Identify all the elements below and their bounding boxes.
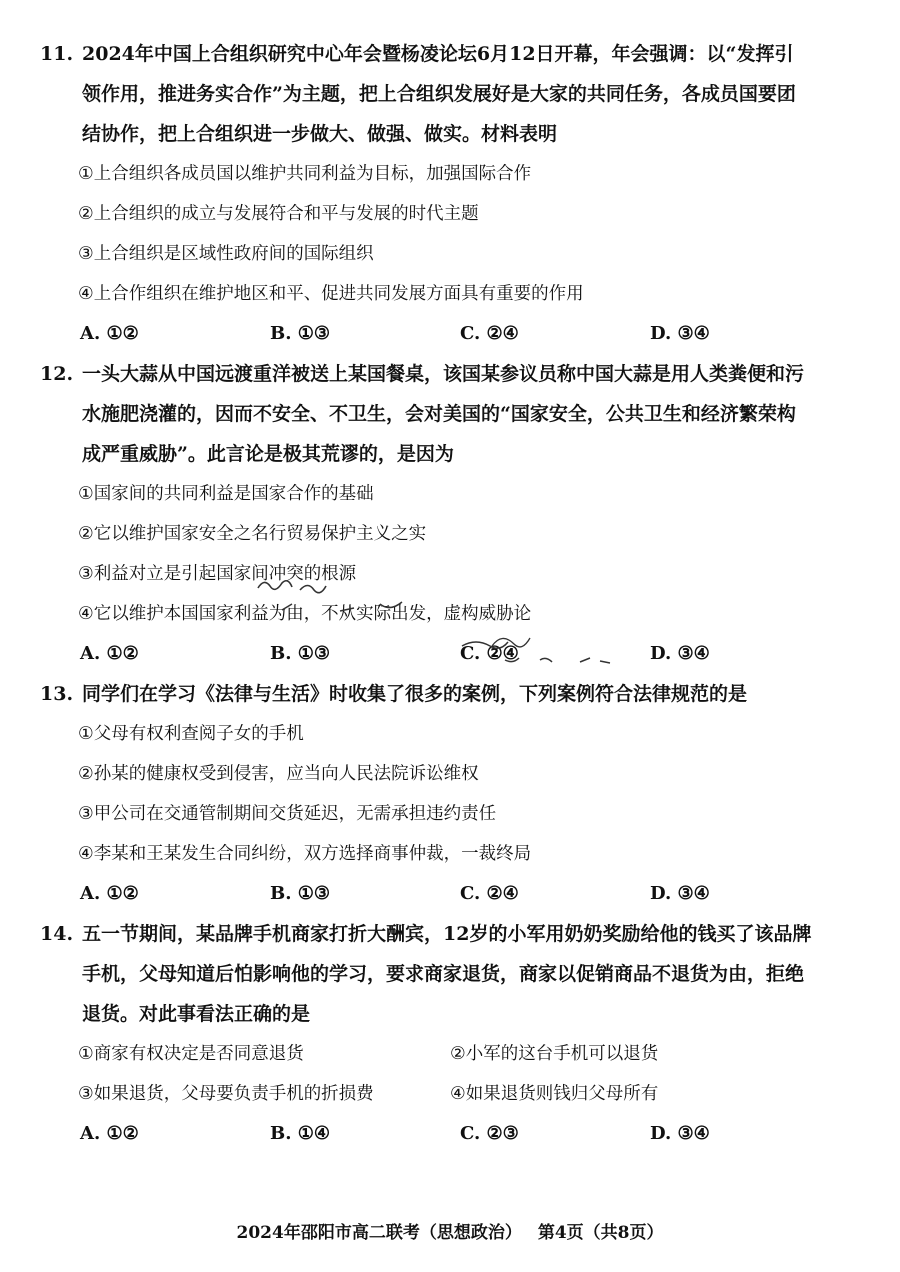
answer-choices: [40, 314, 870, 354]
option-1: ①上合组织各成员国以维护共同利益为目标，加强国际合作: [78, 164, 532, 184]
stem-text: 同学们在学习《法律与生活》时收集了很多的案例，下列案例符合法律规范的是: [82, 683, 748, 705]
question-number: 12.: [40, 363, 74, 385]
question-stem-line: [40, 354, 870, 394]
option-2: ②孙某的健康权受到侵害，应当向人民法院诉讼维权: [78, 764, 479, 784]
question-14: [40, 914, 870, 1154]
question-stem-line: 领作用，推进务实合作”为主题，把上合组织发展好是大家的共同任务，各成员国要团: [82, 83, 796, 105]
option-1: ①父母有权利查阅子女的手机: [78, 724, 304, 744]
question-stem-line: [40, 34, 870, 74]
option-4: ④它以维护本国国家利益为由，不从实际出发，虚构威胁论: [78, 604, 532, 624]
question-stem-line: 结协作，把上合组织进一步做大、做强、做实。材料表明: [82, 123, 558, 145]
option-3: ③利益对立是引起国家间冲突的根源: [78, 564, 357, 584]
choice-b: B. ①④: [270, 1123, 331, 1144]
choice-d: D. ③④: [650, 323, 710, 344]
question-stem-line: 成严重威胁”。此言论是极其荒谬的，是因为: [82, 443, 454, 465]
question-12: [40, 354, 870, 674]
option-row: [40, 1074, 870, 1114]
question-11: [40, 34, 870, 354]
option-3: ③甲公司在交通管制期间交货延迟，无需承担违约责任: [78, 804, 497, 824]
answer-choices: [40, 1114, 870, 1154]
option-4: ④如果退货则钱归父母所有: [450, 1084, 659, 1104]
answer-choices: [40, 634, 870, 674]
choice-d: D. ③④: [650, 883, 710, 904]
choice-d: D. ③④: [650, 1123, 710, 1144]
stem-text: 2024年中国上合组织研究中心年会暨杨凌论坛6月12日开幕，年会强调：以“发挥引: [82, 43, 794, 65]
question-stem-line: 退货。对此事看法正确的是: [82, 1003, 311, 1025]
option-1: ①国家间的共同利益是国家合作的基础: [78, 484, 374, 504]
choice-c: C. ②④: [460, 883, 519, 904]
exam-title: 2024年邵阳市高二联考（思想政治）: [236, 1223, 522, 1243]
choice-b: B. ①③: [270, 643, 331, 664]
choice-c: C. ②④: [460, 323, 519, 344]
choice-c: C. ②④: [460, 643, 519, 664]
option-3: ③上合组织是区域性政府间的国际组织: [78, 244, 374, 264]
question-number: 11.: [40, 43, 74, 65]
question-stem-line: 手机，父母知道后怕影响他的学习，要求商家退货，商家以促销商品不退货为由，拒绝: [82, 963, 805, 985]
question-stem-line: [40, 914, 870, 954]
option-row: [40, 1034, 870, 1074]
choice-b: B. ①③: [270, 883, 331, 904]
option-4: ④上合作组织在维护地区和平、促进共同发展方面具有重要的作用: [78, 284, 584, 304]
choice-a: A. ①②: [80, 323, 139, 344]
option-2: ②上合组织的成立与发展符合和平与发展的时代主题: [78, 204, 479, 224]
choice-d: D. ③④: [650, 643, 710, 664]
choice-c: C. ②③: [460, 1123, 519, 1144]
choice-b: B. ①③: [270, 323, 331, 344]
option-2: ②它以维护国家安全之名行贸易保护主义之实: [78, 524, 427, 544]
option-2: ②小军的这台手机可以退货: [450, 1044, 659, 1064]
answer-choices: [40, 874, 870, 914]
question-stem-line: [40, 674, 870, 714]
question-number: 14.: [40, 923, 74, 945]
question-stem-line: 水施肥浇灌的，因而不安全、不卫生，会对美国的“国家安全，公共卫生和经济繁荣构: [82, 403, 796, 425]
choice-a: A. ①②: [80, 883, 139, 904]
stem-text: 一头大蒜从中国远渡重洋被送上某国餐桌，该国某参议员称中国大蒜是用人类粪便和污: [82, 363, 805, 385]
option-1: ①商家有权决定是否同意退货: [78, 1044, 304, 1064]
question-number: 13.: [40, 683, 74, 705]
page-number: 第4页（共8页）: [537, 1223, 664, 1243]
question-13: [40, 674, 870, 914]
stem-text: 五一节期间，某品牌手机商家打折大酬宾，12岁的小军用奶奶奖励给他的钱买了该品牌: [82, 923, 812, 945]
choice-a: A. ①②: [80, 1123, 139, 1144]
page-footer: [0, 1218, 900, 1243]
option-4: ④李某和王某发生合同纠纷，双方选择商事仲裁，一裁终局: [78, 844, 532, 864]
choice-a: A. ①②: [80, 643, 139, 664]
option-3: ③如果退货，父母要负责手机的折损费: [78, 1084, 374, 1104]
